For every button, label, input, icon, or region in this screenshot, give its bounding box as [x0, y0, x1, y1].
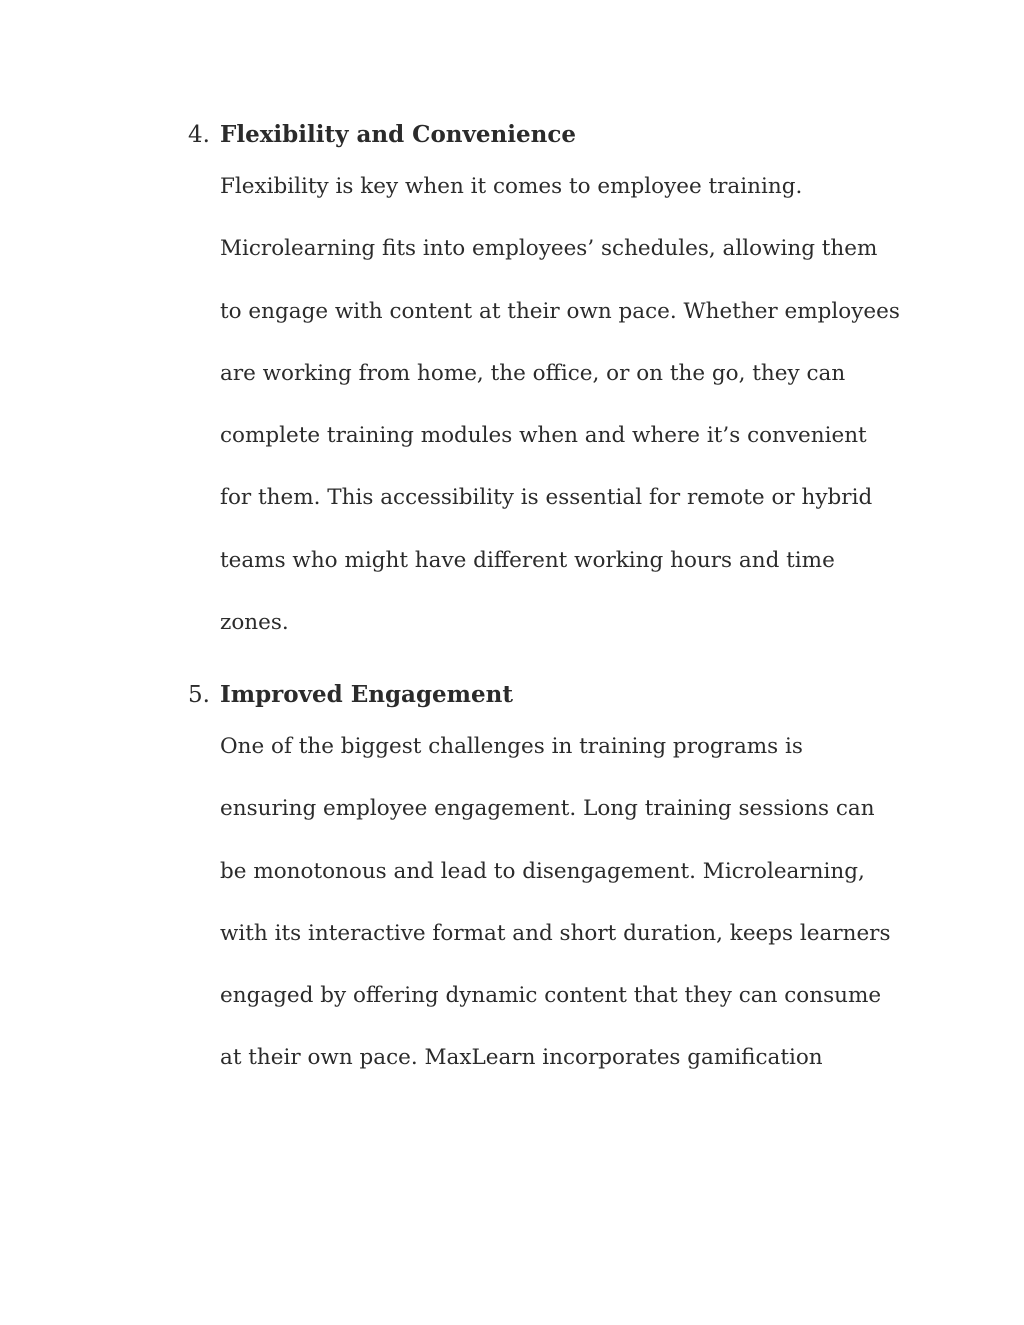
- paragraph-line: Microlearning fits into employees’ schedules, allowing them: [220, 236, 878, 262]
- paragraph-line: for them. This accessibility is essential for remote or hybrid: [220, 485, 873, 511]
- list-item-engagement: [188, 674, 908, 1090]
- paragraph-line: at their own pace. MaxLearn incorporates gamification: [220, 1045, 823, 1071]
- section-heading: Flexibility and Convenience: [220, 121, 576, 148]
- section-heading: Improved Engagement: [220, 681, 513, 708]
- list-number: 5.: [188, 682, 210, 708]
- paragraph-line: be monotonous and lead to disengagement. Microlearning,: [220, 858, 865, 884]
- paragraph-line: engaged by offering dynamic content that they can consume: [220, 983, 882, 1009]
- paragraph-line: Flexibility is key when it comes to employee training.: [220, 174, 803, 199]
- list-item-flexibility: [188, 114, 908, 654]
- paragraph-line: to engage with content at their own pace. Whether employees: [220, 298, 900, 324]
- paragraph-line: with its interactive format and short duration, keeps learners: [220, 920, 891, 946]
- section-paragraph: [220, 716, 908, 1090]
- paragraph-line: zones.: [220, 610, 289, 636]
- paragraph-line: ensuring employee engagement. Long training sessions can: [220, 796, 875, 822]
- list-item-header: [188, 674, 908, 716]
- list-number: 4.: [188, 122, 210, 148]
- paragraph-line: complete training modules when and where it’s convenient: [220, 423, 867, 449]
- section-paragraph: [220, 156, 908, 654]
- paragraph-line: are working from home, the office, or on the go, they can: [220, 360, 846, 386]
- paragraph-line: teams who might have different working hours and time: [220, 547, 835, 573]
- paragraph-line: One of the biggest challenges in training programs is: [220, 734, 803, 759]
- list-item-header: [188, 114, 908, 156]
